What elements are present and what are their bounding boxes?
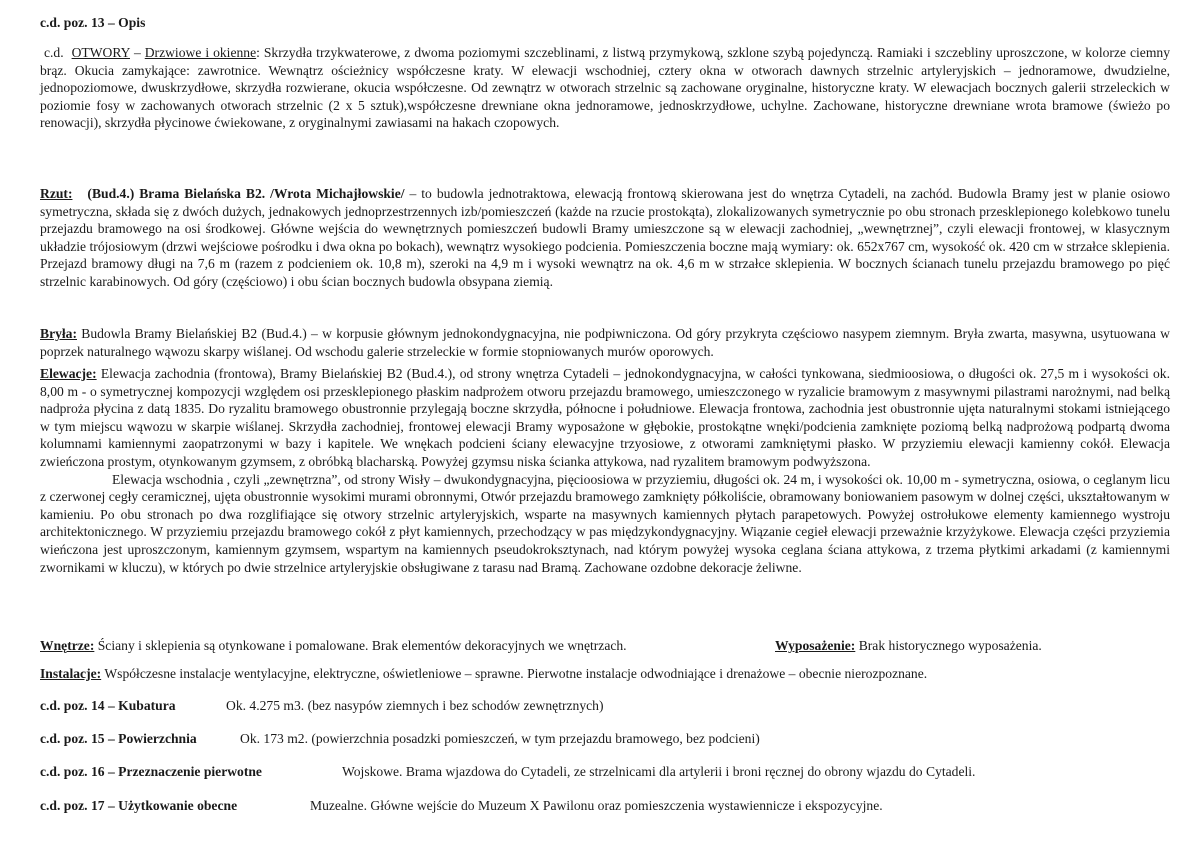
wyposazenie-label: Wyposażenie: (775, 638, 856, 653)
wyposazenie-text: Brak historycznego wyposażenia. (855, 638, 1042, 653)
item-przeznaczenie (40, 763, 975, 781)
item-label: c.d. poz. 17 – Użytkowanie obecne (40, 798, 238, 813)
item-powierzchnia (40, 730, 760, 748)
bryla-label: Bryła: (40, 326, 77, 341)
item-text: Ok. 4.275 m3. (bez nasypów ziemnych i bez schodów zewnętrznych) (226, 698, 604, 713)
elewacje-east-text: Elewacja wschodnia , czyli „zewnętrzna”, od strony Wisły – dwukondygnacyjna, pięcioosiowa w przyziemiu, długości ok. 24 m, i wysokości ok. 10,00 m - symetryczna, osiowa, o ceglanym licu z czerwonej cegły ceramicznej, ujęta obustronnie wysokimi murami obronnymi, Otwór przejazdu bramowego zamknięty półkoliście, obramowany boniowaniem pasowym w dolnej części, ukształtowanym w kamieniu. Po obu stronach po dwa rozglifiające się otwory strzelnic artyleryjskich, wsparte na masywnych kamiennych płytach parapetowych. Powyżej ostrołukowe elementy kamiennego wystroju architektonicznego. W przyziemiu przejazdu bramowego cokół z płyt kamiennych, przechodzący w pas międzykondygnacyjny. Wiązanie cegieł elewacji przeważnie krzyżykowe. Elewacja części przyziemia wieńczona jest uproszczonym, kamiennym gzymsem, wspartym na kamiennych pseudokroksztynach, nad którym powyżej wysoka ceglana ściana attykowa, z trzema płytkimi arkadami (z kamiennymi zwornikami w kluczu), w których po dwie strzelnice artyleryjskie obsługiwane z tarasu nad Bramą. Zachowane ozdobne dekoracje żeliwne. (40, 471, 1170, 575)
item-text: Wojskowe. Brama wjazdowa do Cytadeli, ze strzelnicami dla artylerii i broni ręcznej do obrony wjazdu do Cytadeli. (342, 764, 976, 779)
elewacje-label: Elewacje: (40, 366, 97, 381)
instalacje-text: Współczesne instalacje wentylacyjne, elektryczne, oświetleniowe – sprawne. Pierwotne instalacje odwodniające i drenażowe – obecnie nierozpoznane. (101, 666, 928, 681)
elewacje-west-text: Elewacja zachodnia (frontowa), Bramy Bielańskiej B2 (Bud.4.), od strony wnętrza Cytadeli – jednokondygnacyjna, w całości tynkowana, siedmioosiowa, o długości ok. 27,5 m i wysokości ok. 8,00 m - o symetrycznej kompozycji względem osi przesklepionego płaskim nadprożem otworu przejazdu bramowego, umieszczonego w ryzalicie bramowym z masywnymi pilastrami narożnymi, nad belką nadproża płycina z datą 1835. Do ryzalitu bramowego obustronnie przylegają boczne skrzydła, północne i południowe. Elewacja frontowa, zachodnia jest obustronnie ujęta naturalnymi stokami istniejącego w tym miejscu wąwozu w skarpie wiślanej. Skrzydła zachodniej, frontowej elewacji Bramy wyposażone w głębokie, prostokątne wnęki/podcienia zamknięte poziomą belką nadprożową podpartą dwoma kolumnami kamiennymi zaopatrzonymi w bazy i kapitele. We wnękach podcieni ściany elewacyjne trzyosiowe, z otworami zamkniętymi płasko. W przyziemiu elewacji kamienny cokół. Elewacja zwieńczona prostym, otynkowanym gzymsem, z obróbką blacharską. Powyżej gzymsu niska ścianka attykowa, nad ryzalitem bramowym podwyższona. (40, 366, 1170, 469)
wnetrze-text: Ściany i sklepienia są otynkowane i pomalowane. Brak elementów dekoracyjnych we wnętrzach. (94, 638, 627, 653)
otwory-dash: – (129, 45, 145, 60)
otwory-sublabel: Drzwiowe i okienne (144, 45, 257, 60)
item-kubatura (40, 697, 604, 715)
otwory-label: OTWORY (71, 45, 130, 60)
section-elewacje (40, 365, 1170, 576)
item-label: c.d. poz. 14 – Kubatura (40, 698, 176, 713)
item-text: Ok. 173 m2. (powierzchnia posadzki pomieszczeń, w tym przejazdu bramowego, bez podcieni) (240, 731, 760, 746)
section-wnetrze (40, 637, 627, 655)
page-title: c.d. poz. 13 – Opis (40, 15, 146, 30)
section-wyposazenie (775, 637, 1042, 655)
section-instalacje (40, 665, 927, 683)
wnetrze-label: Wnętrze: (40, 638, 95, 653)
rzut-text: – to budowla jednotraktowa, elewacją frontową skierowana jest do wnętrza Cytadeli, na zachód. Budowla Bramy jest w planie osiowo symetryczna, składa się z dwóch dużych, jednakowych jednoprzestrzennych izb/pomieszczeń (każde na rzucie prostokąta), zlokalizowanych symetrycznie po obu stronach przesklepionego kolebkowo tunelu przejazdu bramowego na osi środkowej. Główne wejścia do wewnętrznych pomieszczeń budowli Bramy umieszczone są w elewacji zachodniej, „wewnętrznej”, czyli elewacji frontowej, w klasycznym układzie trójosiowym (drzwi wejściowe pośrodku i dwa okna po bokach), wewnątrz wysokiego podcienia. Pomieszczenia boczne mają wymiary: ok. 652x767 cm, wysokość ok. 420 cm w strzałce sklepienia. Przejazd bramowy długi na 7,6 m (razem z podcieniem ok. 10,8 m), szeroki na 4,9 m i wysoki wewnątrz na ok. 4,6 m w strzałce sklepienia. W bocznych ścianach tunelu przejazdu bramowego po pięć strzelnic karabinowych. Od góry (częściowo) i obu ścian bocznych budowla obsypana ziemią. (40, 186, 1170, 289)
item-label: c.d. poz. 16 – Przeznaczenie pierwotne (40, 764, 262, 779)
rzut-title: (Bud.4.) Brama Bielańska B2. /Wrota Michajłowskie/ (87, 186, 405, 201)
item-uzytkowanie (40, 797, 883, 815)
otwory-text: : Skrzydła trzykwaterowe, z dwoma poziomymi szczeblinami, z listwą przymykową, szklone szybą pojedynczą. Ramiaki i szczebliny uproszczone, w kolorze ciemny brąz. Okucia zamykające: zawrotnice. Wewnątrz ościeżnicy współczesne kraty. W elewacji wschodniej, cztery okna w otworach dawnych strzelnic artyleryjskich – jednoramowe, dwudzielne, jednopoziomowe, dwuskrzydłowe, skrzydła rozwierane, okucia współczesne. Od zewnątrz w otworach strzelnic są zachowane oryginalne, historyczne kraty. W elewacjach bocznych galerii strzeleckich w poziomie fosy w zachowanych otworach strzelnic (2 x 5 sztuk),współczesne drewniane okna jednoramowe, jednoskrzydłowe, uchylne. Zachowane, historyczne drewniane wrota bramowe (świeżo po renowacji), skrzydła płycinowe ćwiekowane, z oryginalnymi zawiasami na hakach czopowych. (40, 45, 1171, 131)
rzut-label: Rzut: (40, 186, 73, 201)
section-bryla (40, 325, 1170, 360)
instalacje-label: Instalacje: (40, 666, 102, 681)
item-text: Muzealne. Główne wejście do Muzeum X Pawilonu oraz pomieszczenia wystawiennicze i ekspozycyjne. (310, 798, 883, 813)
section-otwory (40, 44, 1170, 132)
item-label: c.d. poz. 15 – Powierzchnia (40, 731, 197, 746)
otwory-prefix: c.d. (43, 45, 64, 60)
bryla-text: Budowla Bramy Bielańskiej B2 (Bud.4.) – w korpusie głównym jednokondygnacyjna, nie podpiwniczona. Od góry przykryta częściowo nasypem ziemnym. Bryła zwarta, masywna, usytuowana w poprzek naturalnego wąwozu skarpy wiślanej. Od wschodu galerie strzeleckie w formie stopniowanych murów oporowych. (40, 326, 1170, 359)
section-rzut (40, 185, 1170, 291)
